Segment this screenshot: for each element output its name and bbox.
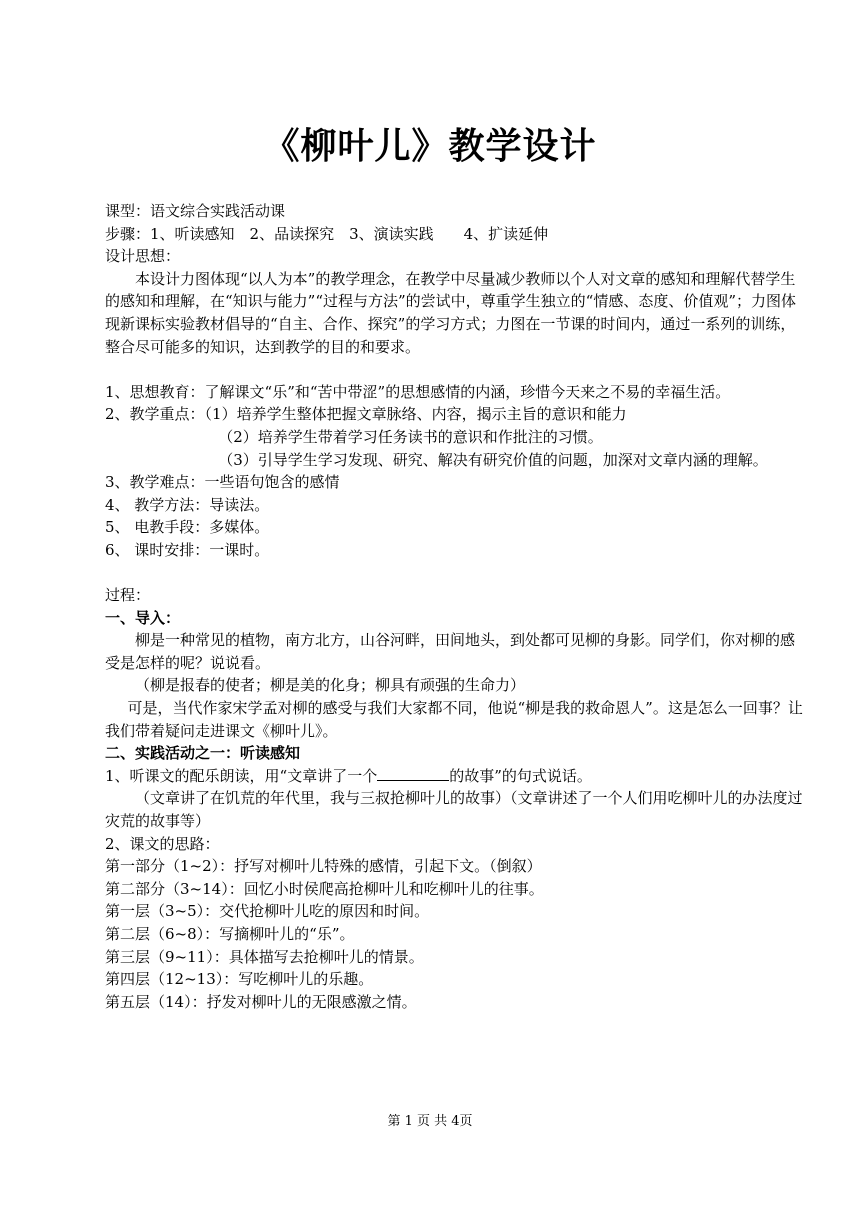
activity-1-part-a: 1、听课文的配乐朗读，用“文章讲了一个: [105, 766, 378, 785]
outline-layer-1: 第一层（3~5）：交代抢柳叶儿吃的原因和时间。: [105, 902, 430, 921]
outline-layer-5: 第五层（14）：抒发对柳叶儿的无限感激之情。: [105, 992, 417, 1011]
course-type: 课型：语文综合实践活动课: [105, 202, 286, 220]
outline-layer-3: 第三层（9~11）：具体描写去抢柳叶儿的情景。: [105, 947, 424, 966]
intro-transition: 可是，当代作家宋学孟对柳的感受与我们大家都不同，他说“柳是我的救命恩人”。这是怎么一回事？让我们带着疑问走进课文《柳叶儿》。: [105, 699, 803, 740]
activity-1-answer: （文章讲了在饥荒的年代里，我与三叔抢柳叶儿的故事）（文章讲述了一个人们用吃柳叶儿的办法度过灾荒的故事等）: [105, 789, 803, 831]
objective-5: 5、 电教手段：多媒体。: [105, 518, 270, 537]
objective-6: 6、 课时安排：一课时。: [105, 540, 270, 559]
objective-2: 2、教学重点：（1）培养学生整体把握文章脉络、内容，揭示主旨的意识和能力: [105, 405, 627, 424]
page-footer: 第 1 页 共 4页: [387, 1114, 473, 1129]
outline-part-1: 第一部分（1~2）：抒写对柳叶儿特殊的感情，引起下文。（倒叙）: [105, 857, 542, 876]
outline-layer-4: 第四层（12~13）：写吃柳叶儿的乐趣。: [105, 970, 374, 989]
activity-1: [105, 765, 805, 788]
process-heading: 过程：: [105, 586, 151, 605]
intro-paragraph: 柳是一种常见的植物，南方北方，山谷河畔，田间地头，到处都可见柳的身影。同学们，你对柳的感受是怎样的呢？说说看。: [105, 631, 796, 672]
objective-3: 3、教学难点：一些语句饱含的感情: [105, 473, 340, 492]
outline-part-2: 第二部分（3~14）：回忆小时侯爬高抢柳叶儿和吃柳叶儿的往事。: [105, 879, 544, 898]
document-title: 《柳叶儿》教学设计: [263, 126, 597, 167]
design-idea-heading: 设计思想：: [105, 247, 181, 266]
objective-1: 1、思想教育：了解课文“乐”和“苦中带涩”的思想感情的内涵，珍惜今天来之不易的幸福生活。: [105, 382, 731, 401]
activity-1-part-b: 的故事”的句式说话。: [449, 766, 592, 785]
activity-2: 2、课文的思路：: [105, 834, 220, 853]
section-1-heading: 一、导入：: [105, 608, 181, 627]
steps: 步骤：1、听读感知 2、品读探究 3、演读实践 4、扩读延伸: [105, 224, 549, 243]
section-2-heading: 二、实践活动之一：听读感知: [105, 744, 301, 763]
design-idea-paragraph: 本设计力图体现“以人为本”的教学理念，在教学中尽量减少教师以个人对文章的感知和理解代替学生的感知和理解，在“知识与能力”“过程与方法”的尝试中，尊重学生独立的“情感、态度、价值观”；力图体现新课标实验教材倡导的“自主、合作、探究”的学习方式；力图在一节课的时间内，通过一系列的训练，整合尽可能多的知识，达到教学的目的和要求。: [105, 269, 797, 356]
document-body: [105, 200, 805, 1013]
objective-2-item-2: （2）培养学生带着学习任务读书的意识和作批注的习惯。: [218, 427, 603, 446]
intro-answer: （柳是报春的使者；柳是美的化身；柳具有顽强的生命力）: [135, 676, 526, 695]
fill-in-blank: [377, 766, 449, 781]
objective-4: 4、 教学方法：导读法。: [105, 495, 270, 514]
outline-layer-2: 第二层（6~8）：写摘柳叶儿的“乐”。: [105, 925, 355, 943]
objective-2-item-3: （3）引导学生学习发现、研究、解决有研究价值的问题，加深对文章内涵的理解。: [218, 450, 768, 469]
